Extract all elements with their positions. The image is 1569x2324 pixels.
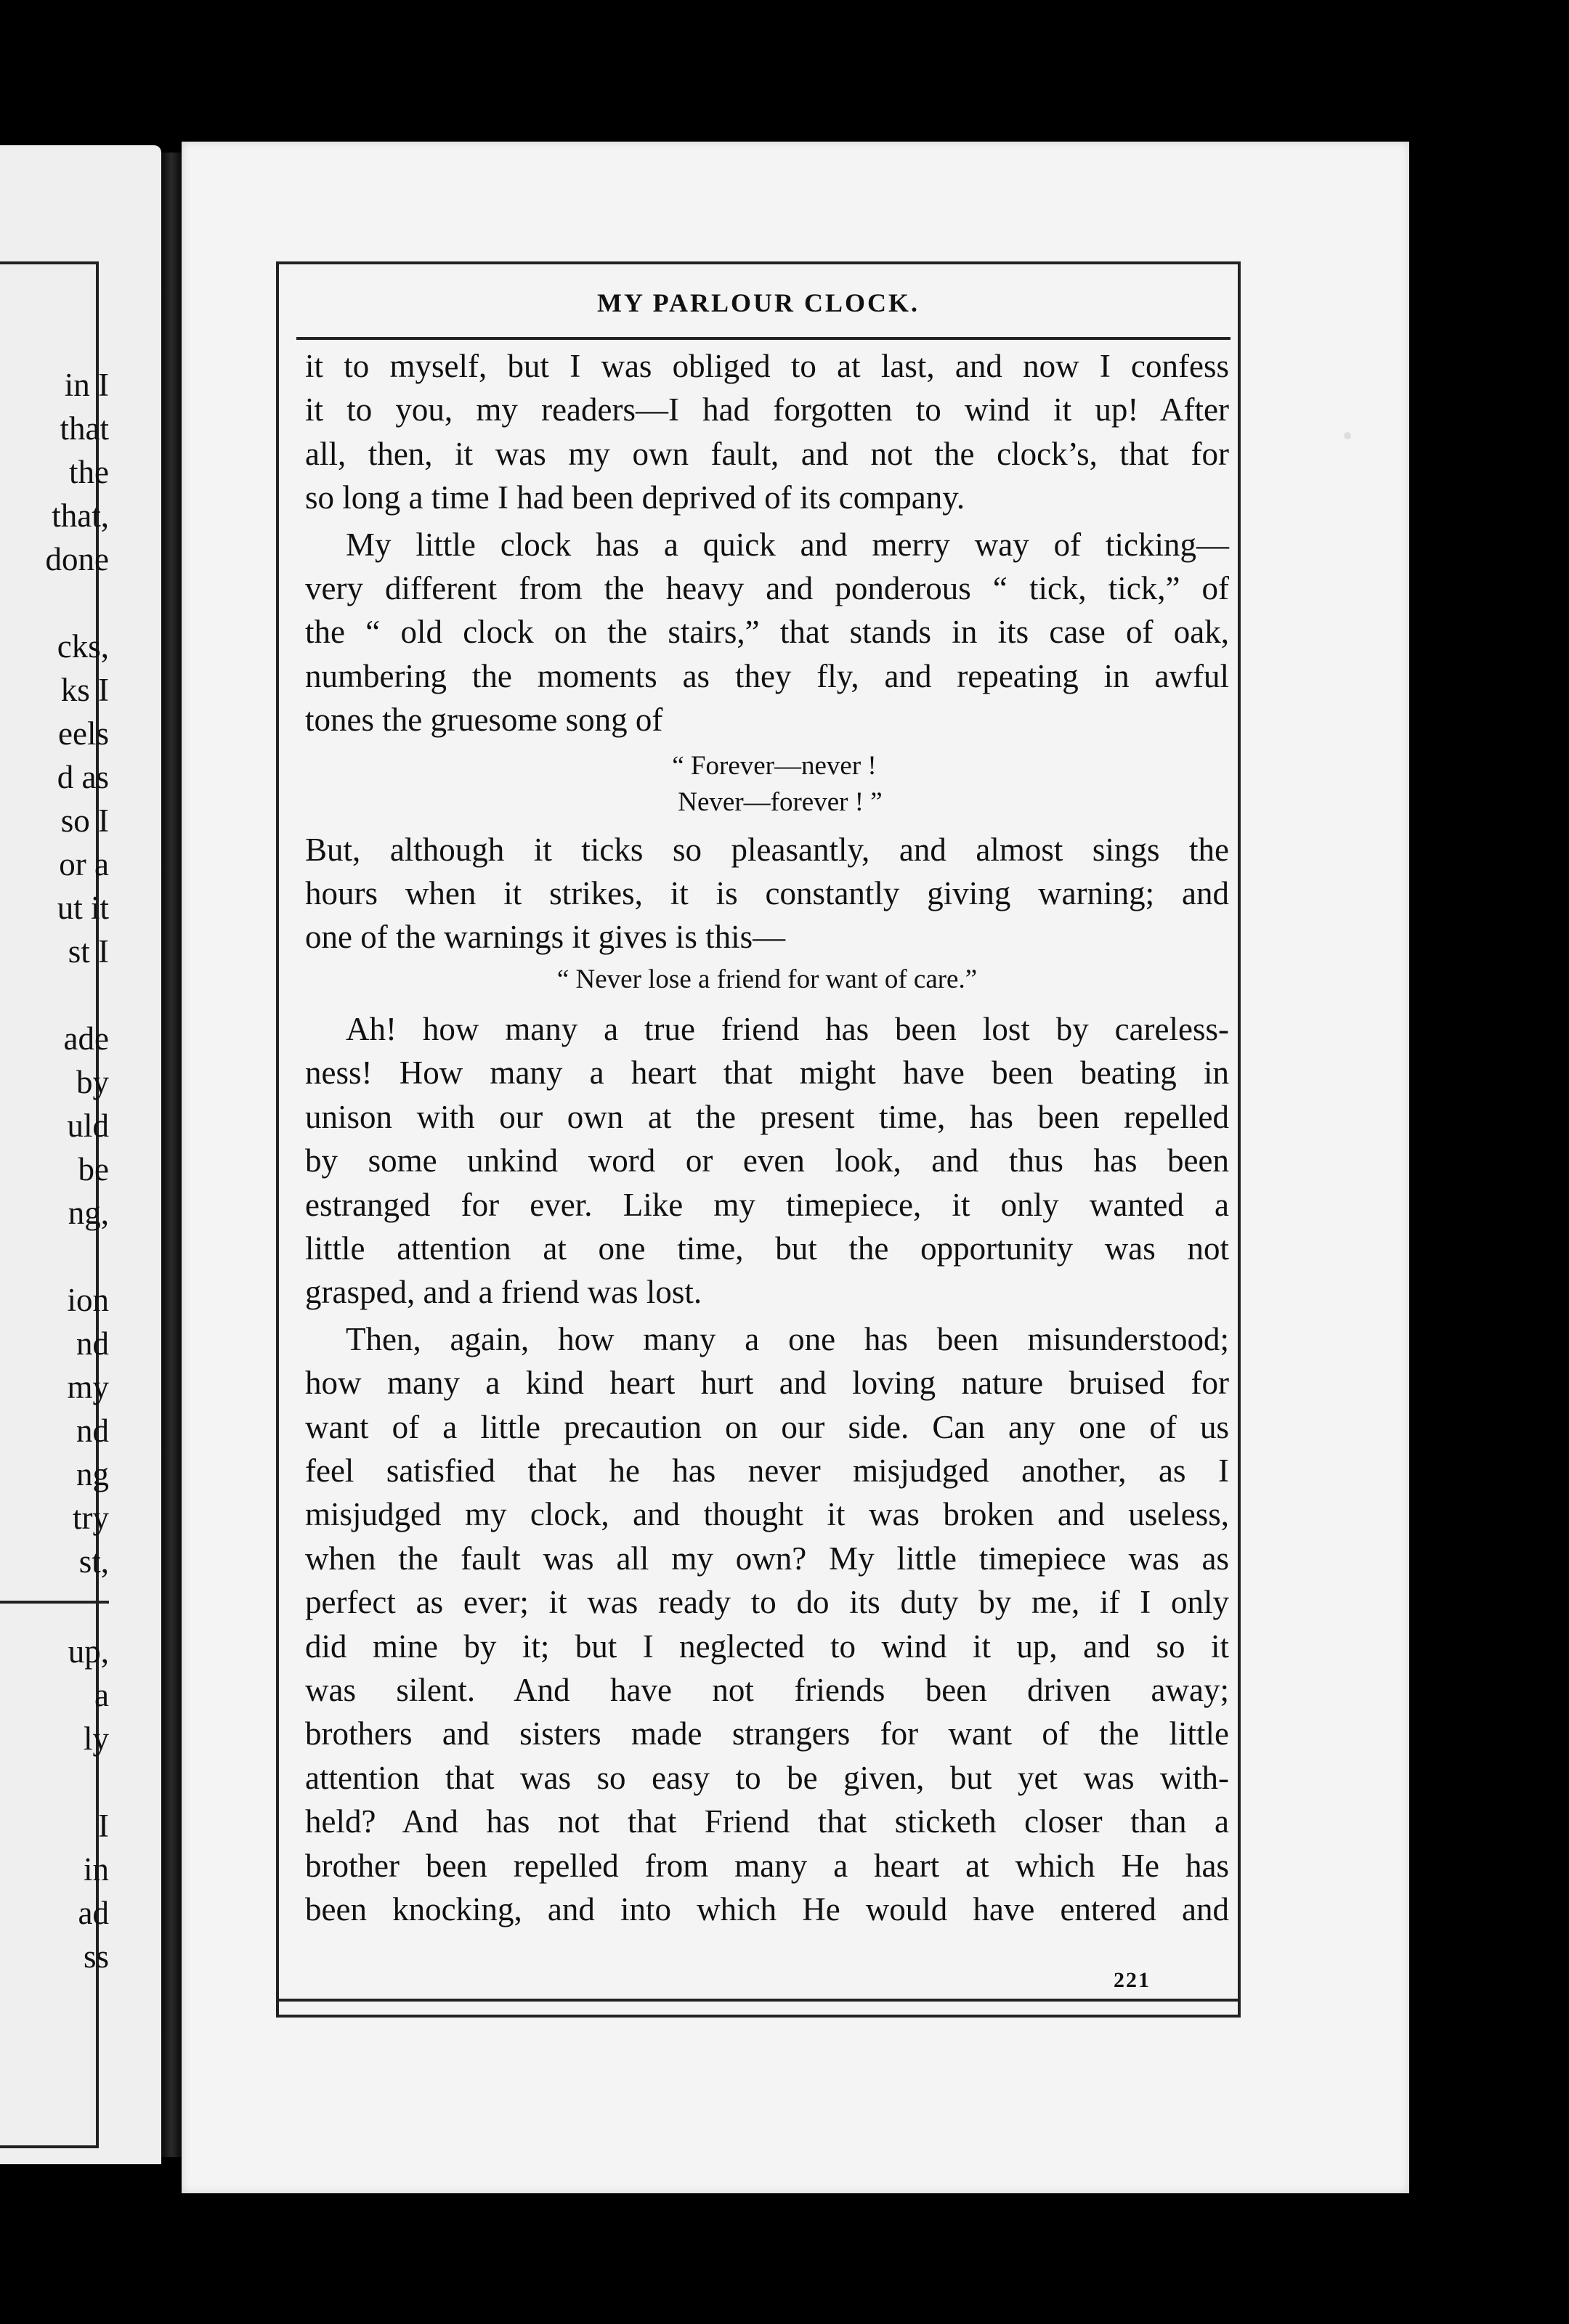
facing-page [0,145,161,2164]
text-line: it to myself, but I was obliged to at last, and now I confess [305,348,1229,384]
facing-page-line: so I [60,803,109,839]
text-line: hours when it strikes, it is constantly giving warning; and [305,875,1229,912]
facing-page-line: ly [83,1720,109,1757]
verse-quote [305,748,1229,821]
facing-page-line: a [94,1677,109,1713]
facing-page-line: I [98,1808,109,1844]
facing-page-line [0,581,109,625]
text-line: by some unkind word or even look, and thus has been [305,1142,1229,1179]
facing-page-text [0,363,109,1978]
paragraph [305,828,1229,959]
text-line: held? And has not that Friend that sticketh closer than a [305,1803,1229,1840]
facing-page-line: ion [67,1282,109,1318]
facing-page-line: or a [59,846,109,882]
facing-page-line [0,1760,109,1804]
text-line: the “ old clock on the stairs,” that stands in its case of oak, [305,614,1229,651]
text-line: been knocking, and into which He would have entered and [305,1891,1229,1927]
head-rule [296,337,1231,340]
facing-page-line: done [45,541,109,577]
facing-page-line: ut it [57,890,109,926]
facing-page-line: that [60,410,109,447]
facing-page-line: that, [52,497,109,534]
page-number: 221 [1114,1968,1151,1992]
facing-page-line [0,1235,109,1278]
facing-page-line: in [83,1851,109,1888]
text-line: it to you, my readers—I had forgotten to wind it up! After [305,391,1229,428]
facing-page-line: st I [68,933,109,970]
text-line: brothers and sisters made strangers for want of the little [305,1715,1229,1752]
facing-page-line: ade [63,1020,109,1057]
facing-page-line: uld [67,1108,109,1144]
text-line: so long a time I had been deprived of its company. [305,479,965,516]
facing-page-line: st, [78,1543,109,1580]
facing-page-line: ss [83,1938,109,1975]
text-line: all, then, it was my own fault, and not the clock’s, that for [305,435,1229,472]
facing-page-line: nd [76,1413,109,1449]
text-line: feel satisfied that he has never misjudged another, as I [305,1452,1229,1489]
motto-quote: “ Never lose a friend for want of care.” [556,964,978,994]
paragraph [305,344,1229,520]
facing-page-line: nd [76,1325,109,1362]
facing-page-line: ng, [68,1195,109,1231]
facing-page-line: cks, [57,628,109,665]
verse-line: Never—forever ! ” [678,787,883,817]
text-line: little attention at one time, but the opportunity was not [305,1230,1229,1267]
facing-page-rule [0,1583,109,1604]
text-line: want of a little precaution on our side. Can any one of us [305,1408,1229,1445]
text-line: numbering the moments as they fly, and repeating in awful [305,657,1229,694]
facing-page-line: up, [68,1633,109,1670]
facing-page-line: d as [57,759,109,795]
text-line: But, although it ticks so pleasantly, and almost sings the [305,831,1229,868]
text-line: estranged for ever. Like my timepiece, it only wanted a [305,1186,1229,1223]
facing-page-line: ks I [60,672,109,708]
facing-page-line: be [78,1151,109,1187]
facing-page-line: in I [64,367,109,403]
text-line: Ah! how many a true friend has been lost by careless- [346,1010,1229,1047]
text-line: was silent. And have not friends been driven away; [305,1671,1229,1708]
paragraph [305,1007,1229,1315]
text-line: how many a kind heart hurt and loving nature bruised for [305,1365,1229,1402]
book-gutter [161,153,182,2157]
facing-page-line: eels [58,715,109,752]
running-head: MY PARLOUR CLOCK. [597,288,920,317]
page-frame [276,261,1241,2018]
text-line: attention that was so easy to be given, but yet was with- [305,1759,1229,1796]
text-line: did mine by it; but I neglected to wind it up, and so it [305,1628,1229,1665]
facing-page-line: by [76,1064,109,1100]
facing-page-line [0,973,109,1017]
text-line: grasped, and a friend was lost. [305,1274,702,1311]
text-line: tones the gruesome song of [305,702,663,739]
paragraph [305,523,1229,742]
verse-line: “ Forever—never ! [672,750,877,781]
facing-page-line: ng [76,1456,109,1492]
facing-page-line: my [67,1369,109,1405]
text-line: ness! How many a heart that might have been beating in [305,1055,1229,1092]
facing-page-line: ad [78,1895,109,1931]
text-line: unison with our own at the present time, has been repelled [305,1098,1229,1135]
text-line: brother been repelled from many a heart at which He has [305,1847,1229,1884]
facing-page-line: the [69,454,109,490]
bottom-rule [279,1999,1238,2002]
body-text [305,344,1229,1931]
book-page [182,142,1409,2193]
text-line: misjudged my clock, and thought it was broken and useless, [305,1496,1229,1533]
text-line: perfect as ever; it was ready to do its duty by me, if I only [305,1584,1229,1621]
text-line: My little clock has a quick and merry way of ticking— [346,526,1229,563]
text-line: Then, again, how many a one has been misunderstood; [346,1320,1229,1357]
text-line: very different from the heavy and ponderous “ tick, tick,” of [305,570,1229,607]
paragraph [305,1317,1229,1932]
text-line: when the fault was all my own? My little timepiece was as [305,1540,1229,1577]
text-line: one of the warnings it gives is this— [305,919,786,956]
facing-page-line: try [73,1500,109,1536]
